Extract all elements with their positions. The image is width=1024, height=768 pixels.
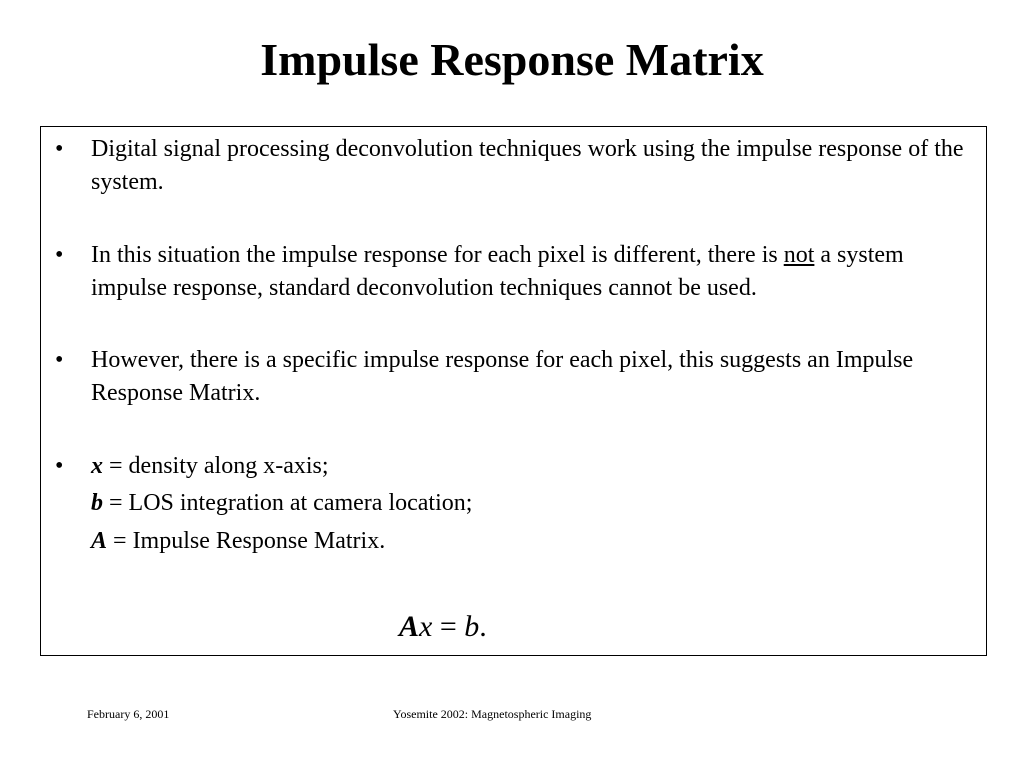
equals-sign: =: [107, 528, 133, 554]
footer-title: Yosemite 2002: Magnetospheric Imaging: [393, 707, 592, 721]
bullet-text-part: a system impulse response, standard deconvolution techniques cannot be used.: [91, 242, 904, 301]
bullet-text-part: In this situation the impulse response for each pixel is different, there is: [91, 242, 784, 268]
bullet-marker: •: [55, 136, 64, 162]
bullet-text: However, there is a specific impulse response for each pixel, this suggests an Impulse Response Matrix.: [91, 347, 914, 406]
symbol-b: b: [91, 490, 103, 516]
symbol-x: x: [91, 453, 103, 479]
equation: [399, 609, 487, 645]
bullet-marker: •: [55, 242, 64, 268]
definition-text: Impulse Response Matrix.: [132, 528, 386, 554]
equation-matrix-a: A: [399, 610, 420, 643]
definition-a: [91, 525, 385, 558]
equals-sign: =: [103, 453, 129, 479]
definition-b: [91, 487, 472, 520]
bullet-item: [55, 133, 965, 199]
equals-sign: =: [103, 490, 129, 516]
bullet-marker: •: [55, 347, 64, 373]
bullet-text: Digital signal processing deconvolution techniques work using the impulse response of the system.: [91, 136, 964, 195]
symbol-a: A: [91, 528, 108, 554]
slide-title: Impulse Response Matrix: [260, 34, 764, 85]
definition-x: [91, 450, 329, 483]
emphasis-not: not: [783, 242, 815, 268]
equation-period: .: [479, 610, 487, 643]
definition-text: density along x-axis;: [128, 453, 329, 479]
bullet-item: [55, 239, 965, 305]
equation-vector-b: b: [464, 610, 480, 643]
equation-equals: =: [432, 610, 465, 643]
bullet-marker: •: [55, 453, 64, 479]
bullet-item: [55, 344, 965, 410]
footer-date: February 6, 2001: [87, 707, 170, 721]
equation-vector-x: x: [419, 610, 433, 643]
content-box: [40, 126, 987, 656]
definition-text: LOS integration at camera location;: [128, 490, 473, 516]
bullet-text: [91, 239, 965, 305]
